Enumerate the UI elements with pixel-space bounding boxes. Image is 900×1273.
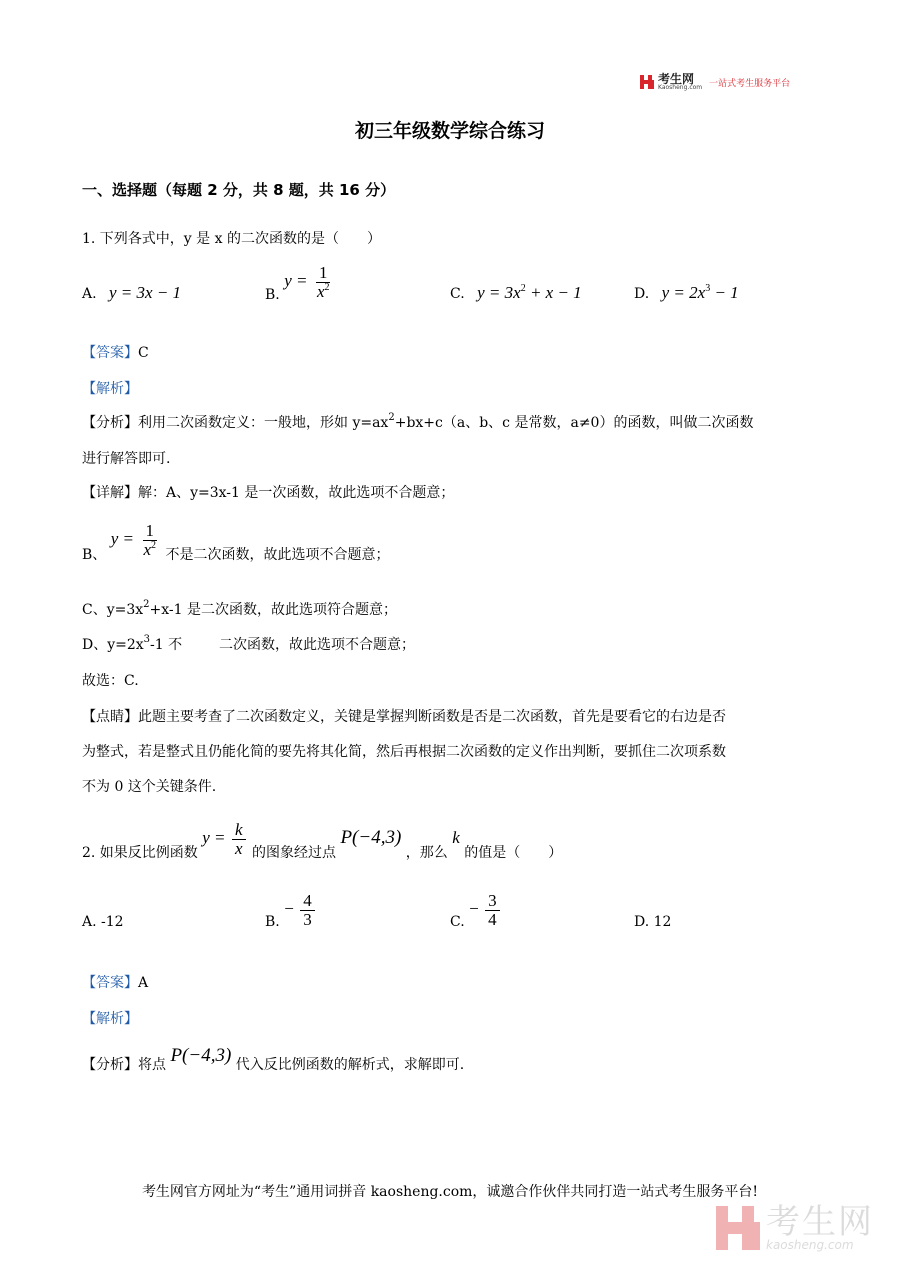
q2-option-b-label: B.	[265, 914, 280, 930]
q1-option-d-math: y = 2x	[661, 283, 706, 302]
q1-xiangjie-line	[82, 482, 454, 502]
q2-option-c	[450, 890, 502, 930]
q1-option-b	[265, 261, 334, 303]
q1-xiangjie-d-a: D、y=2x	[82, 637, 144, 653]
q1-answer-tag: 【答案】	[82, 345, 138, 361]
watermark	[716, 1202, 874, 1252]
q1-option-d-math-tail: − 1	[710, 283, 739, 302]
q1-xiangjie-b-denominator: x	[143, 539, 152, 559]
q2-fenxi-line	[82, 1040, 464, 1074]
header-logo	[640, 73, 790, 91]
q1-option-b-exponent: 2	[324, 281, 330, 293]
q1-option-c	[450, 283, 582, 303]
q1-option-a-math: y = 3x − 1	[109, 283, 182, 302]
kaosheng-logo-icon	[640, 75, 654, 89]
q1-fenxi-tag: 【分析】	[82, 415, 138, 431]
q1-dianjing-line3: 不为 0 这个关键条件.	[82, 779, 217, 795]
q1-dianjing-line1	[82, 706, 726, 726]
q2-answer	[82, 972, 148, 992]
q1-option-c-math: y = 3x	[477, 283, 521, 302]
q1-xiangjie-d-exponent: 3	[143, 634, 151, 645]
q2-option-b-numerator: 4	[300, 892, 315, 911]
page-title: 初三年级数学综合练习	[354, 120, 545, 142]
q1-xiangjie-c-b: +x-1 是二次函数，故此选项符合题意；	[149, 602, 397, 618]
q2-k: k	[452, 828, 460, 847]
watermark-logo-icon	[716, 1206, 760, 1250]
q1-option-a-label: A.	[82, 286, 97, 302]
q1-option-d-exponent: 3	[705, 283, 711, 294]
q2-option-b-sign: −	[284, 899, 294, 918]
q1-choose: 故选：C.	[82, 673, 139, 689]
q1-xiangjie-d-b: -1 不	[150, 637, 183, 653]
logo-name: 考生网	[658, 72, 695, 86]
q2-option-c-numerator: 3	[485, 892, 500, 911]
q2-option-c-label: C.	[450, 914, 465, 930]
q2-fenxi-b: 代入反比例函数的解析式，求解即可.	[235, 1057, 465, 1073]
q2-option-b-denominator: 3	[303, 909, 312, 929]
q2-option-d: D. 12	[634, 914, 672, 930]
q2-analysis-tag: 【解析】	[82, 1011, 138, 1027]
q1-xiangjie-b-numerator: 1	[143, 522, 158, 541]
q1-option-d	[634, 283, 739, 303]
q1-xiangjie-b-exponent: 2	[151, 539, 157, 551]
q1-option-b-label: B.	[265, 287, 280, 303]
q2-stem-c: ，那么	[405, 845, 448, 861]
watermark-name: 考生网	[766, 1202, 874, 1242]
q2-option-a: A. -12	[82, 914, 124, 930]
q2-stem-d: 的值是（ ）	[464, 845, 563, 861]
q1-option-b-lhs: y =	[284, 271, 308, 290]
q1-option-d-label: D.	[634, 286, 650, 302]
q2-fraction	[232, 821, 246, 858]
q1-answer	[82, 342, 149, 362]
q2-option-c-denominator: 4	[488, 909, 497, 929]
footer-text: 考生网官方网址为“考生”通用词拼音 kaosheng.com，诚邀合作伙伴共同打造一站式考生服务平台!	[141, 1184, 759, 1200]
q2-option-b	[265, 890, 317, 930]
q1-fenxi-line1	[82, 412, 753, 432]
q2-lhs: y =	[202, 828, 226, 847]
logo-slogan: 一站式考生服务平台	[709, 78, 791, 89]
q1-fenxi-line2: 进行解答即可.	[82, 451, 171, 467]
q1-xiangjie-b	[82, 516, 389, 564]
q1-xiangjie-d-c: 二次函数，故此选项不合题意；	[219, 637, 415, 653]
q1-xiangjie-tag: 【详解】	[82, 485, 138, 501]
q1-xiangjie-a: 解：A、y=3x-1 是一次函数，故此选项不合题意；	[138, 485, 455, 501]
q1-stem: 1. 下列各式中，y 是 x 的二次函数的是（ ）	[82, 231, 381, 247]
q1-option-c-label: C.	[450, 286, 465, 302]
q2-denominator: x	[235, 838, 243, 858]
q1-dianjing-tag: 【点睛】	[82, 709, 138, 725]
q2-option-c-sign: −	[469, 899, 479, 918]
q2-option-c-fraction	[485, 892, 500, 929]
q1-xiangjie-d	[82, 634, 182, 654]
q1-option-a	[82, 283, 181, 303]
q2-point: P(−4,3)	[340, 827, 402, 848]
q1-fenxi-text-a: 利用二次函数定义：一般地，形如 y=ax	[138, 415, 389, 431]
logo-url: Kaosheng.com	[658, 84, 703, 91]
q2-stem-a: 2. 如果反比例函数	[82, 845, 198, 861]
q1-option-c-exponent: 2	[520, 283, 526, 294]
q1-option-b-fraction	[314, 264, 333, 301]
q1-xiangjie-b-fraction	[140, 522, 159, 559]
q1-dianjing-line2: 为整式，若是整式且仍能化简的要先将其化简，然后再根据二次函数的定义作出判断，要抓住二次项系数	[82, 744, 726, 760]
q2-fenxi-tag: 【分析】	[82, 1057, 138, 1073]
q2-answer-value: A	[138, 975, 149, 991]
q2-fenxi-a: 将点	[138, 1057, 166, 1073]
section-heading: 一、选择题（每题 2 分，共 8 题，共 16 分）	[82, 181, 396, 199]
q1-dianjing-text-1: 此题主要考查了二次函数定义，关键是掌握判断函数是否是二次函数，首先是要看它的右边是否	[138, 709, 726, 725]
q1-option-c-math-tail: + x − 1	[525, 283, 582, 302]
q1-answer-value: C	[138, 345, 149, 361]
q2-answer-tag: 【答案】	[82, 975, 138, 991]
q1-xiangjie-c-a: C、y=3x	[82, 602, 144, 618]
q1-option-b-numerator: 1	[316, 264, 331, 283]
q1-fenxi-exponent: 2	[388, 412, 395, 423]
q1-xiangjie-b-text: 不是二次函数，故此选项不合题意；	[165, 547, 390, 563]
q1-xiangjie-b-label: B、	[82, 547, 107, 563]
q1-xiangjie-b-lhs: y =	[110, 529, 135, 548]
q1-fenxi-text-b: +bx+c（a、b、c 是常数，a≠0）的函数，叫做二次函数	[394, 415, 754, 431]
q2-stem	[82, 816, 562, 862]
q1-option-b-denominator: x	[316, 281, 325, 301]
q2-stem-b: 的图象经过点	[252, 845, 336, 861]
q1-analysis-tag: 【解析】	[82, 381, 138, 397]
q2-option-b-fraction	[300, 892, 315, 929]
q1-xiangjie-c-exponent: 2	[143, 599, 150, 610]
q1-xiangjie-c	[82, 599, 397, 619]
q2-numerator: k	[232, 821, 246, 840]
q2-fenxi-point: P(−4,3)	[170, 1045, 232, 1066]
watermark-url: kaosheng.com	[766, 1238, 854, 1252]
